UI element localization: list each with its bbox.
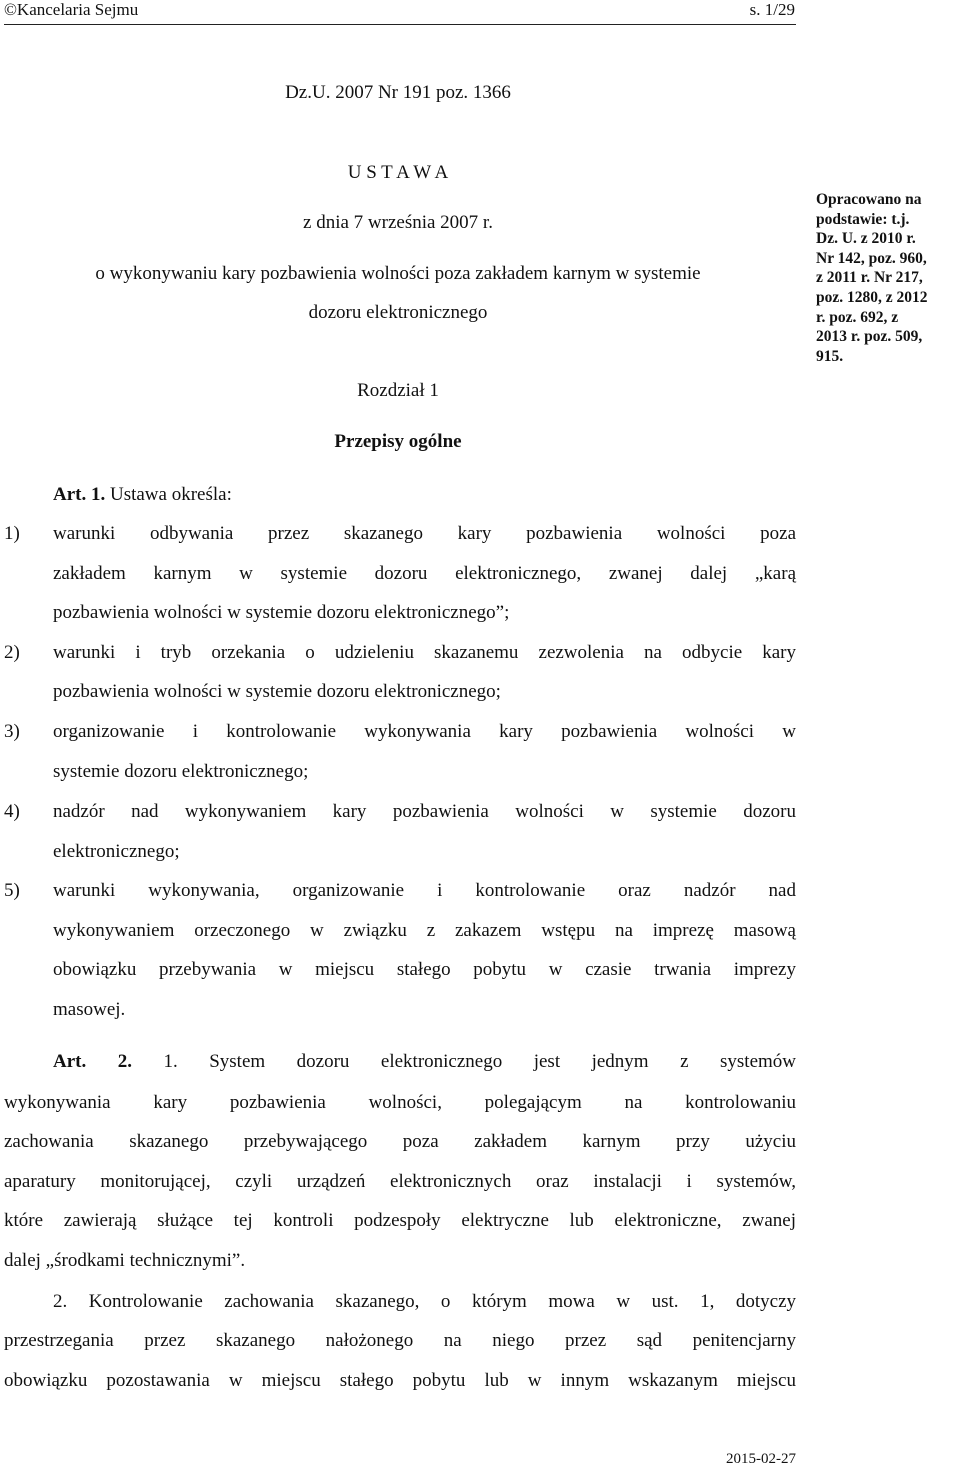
art1-item1-number: 1) — [4, 523, 20, 544]
art1-item5-line4: masowej. — [53, 999, 126, 1020]
art2-label: Art. 2. — [53, 1051, 132, 1072]
art2-ust1-line4: aparatury monitorującej, czyli urządzeń elektronicznych oraz instalacji i systemów, — [4, 1171, 796, 1192]
header-source: ©Kancelaria Sejmu — [4, 0, 139, 19]
doc-title-line2: dozoru elektronicznego — [308, 302, 488, 323]
side-note-line: z 2011 r. Nr 217, — [816, 269, 923, 287]
art1-item1-line2: zakładem karnym w systemie dozoru elektronicznego, zwanej dalej „karą — [53, 563, 796, 584]
art1-item3-line2: systemie dozoru elektronicznego; — [53, 761, 309, 782]
side-note — [816, 190, 954, 366]
art1-item3-number: 3) — [4, 721, 20, 742]
art1-item1-line3: pozbawienia wolności w systemie dozoru elektronicznego”; — [53, 602, 510, 623]
art1-item4-line1: nadzór nad wykonywaniem kary pozbawienia wolności w systemie dozoru — [53, 801, 796, 822]
art1-item4-line2: elektronicznego; — [53, 841, 180, 862]
art2-ust2-line3: obowiązku pozostawania w miejscu stałego pobytu lub w innym wskazanym miejscu — [4, 1370, 796, 1391]
art2-ust1-line6: dalej „środkami technicznymi”. — [4, 1250, 246, 1271]
page-number: s. 1/29 — [749, 0, 795, 19]
art2-ust2-line2: przestrzegania przez skazanego nałożonego na niego przez sąd penitencjarny — [4, 1330, 796, 1351]
art1-item2-line2: pozbawienia wolności w systemie dozoru elektronicznego; — [53, 681, 501, 702]
art1-item5-line1: warunki wykonywania, organizowanie i kontrolowanie oraz nadzór nad — [53, 880, 796, 901]
art2-ust1-line2: wykonywania kary pozbawienia wolności, polegającym na kontrolowaniu — [4, 1092, 796, 1113]
side-note-line: poz. 1280, z 2012 — [816, 288, 928, 306]
art1-item2-number: 2) — [4, 642, 20, 663]
art1-item2-line1: warunki i tryb orzekania o udzieleniu skazanemu zezwolenia na odbycie kary — [53, 642, 796, 663]
side-note-line: Opracowano na — [816, 191, 922, 208]
art2-ust2-line1: 2. Kontrolowanie zachowania skazanego, o którym mowa w ust. 1, dotyczy — [53, 1291, 796, 1312]
art1-label: Art. 1. — [53, 484, 106, 505]
doc-reference: Dz.U. 2007 Nr 191 poz. 1366 — [285, 82, 511, 103]
chapter-title: Przepisy ogólne — [334, 431, 462, 452]
side-note-line: Dz. U. z 2010 r. — [816, 230, 916, 248]
footer-date: 2015-02-27 — [726, 1451, 796, 1467]
art2-ust1-line5: które zawierają służące tej kontroli podzespoły elektryczne lub elektroniczne, zwanej — [4, 1210, 796, 1231]
art1-heading — [53, 483, 232, 507]
art1-intro: Ustawa określa: — [105, 484, 232, 505]
chapter-number: Rozdział 1 — [357, 380, 439, 401]
side-note-line: 2013 r. poz. 509, — [816, 328, 923, 346]
side-note-line: podstawie: t.j. — [816, 210, 910, 228]
art1-item5-line2: wykonywaniem orzeczonego w związku z zakazem wstępu na imprezę masową — [53, 920, 796, 941]
doc-type: U S T A W A — [347, 162, 449, 183]
art1-item5-line3: obowiązku przebywania w miejscu stałego pobytu w czasie trwania imprezy — [53, 959, 796, 980]
doc-title-line1: o wykonywaniu kary pozbawienia wolności poza zakładem karnym w systemie — [95, 263, 701, 284]
art1-item5-number: 5) — [4, 880, 20, 901]
header-divider — [4, 24, 796, 25]
art1-item3-line1: organizowanie i kontrolowanie wykonywania kary pozbawienia wolności w — [53, 721, 796, 742]
side-note-line: r. poz. 692, z — [816, 308, 899, 326]
art1-item4-number: 4) — [4, 801, 20, 822]
art1-item1-line1: warunki odbywania przez skazanego kary pozbawienia wolności poza — [53, 523, 796, 544]
side-note-line: Nr 142, poz. 960, — [816, 249, 927, 267]
art2-ust1-text: 1. System dozoru elektronicznego jest jednym z systemów — [131, 1051, 797, 1072]
doc-date: z dnia 7 września 2007 r. — [303, 212, 493, 233]
art2-ust1-line1 — [53, 1050, 796, 1074]
side-note-line: 915. — [816, 347, 844, 365]
art2-ust1-line3: zachowania skazanego przebywającego poza zakładem karnym przy użyciu — [4, 1131, 796, 1152]
